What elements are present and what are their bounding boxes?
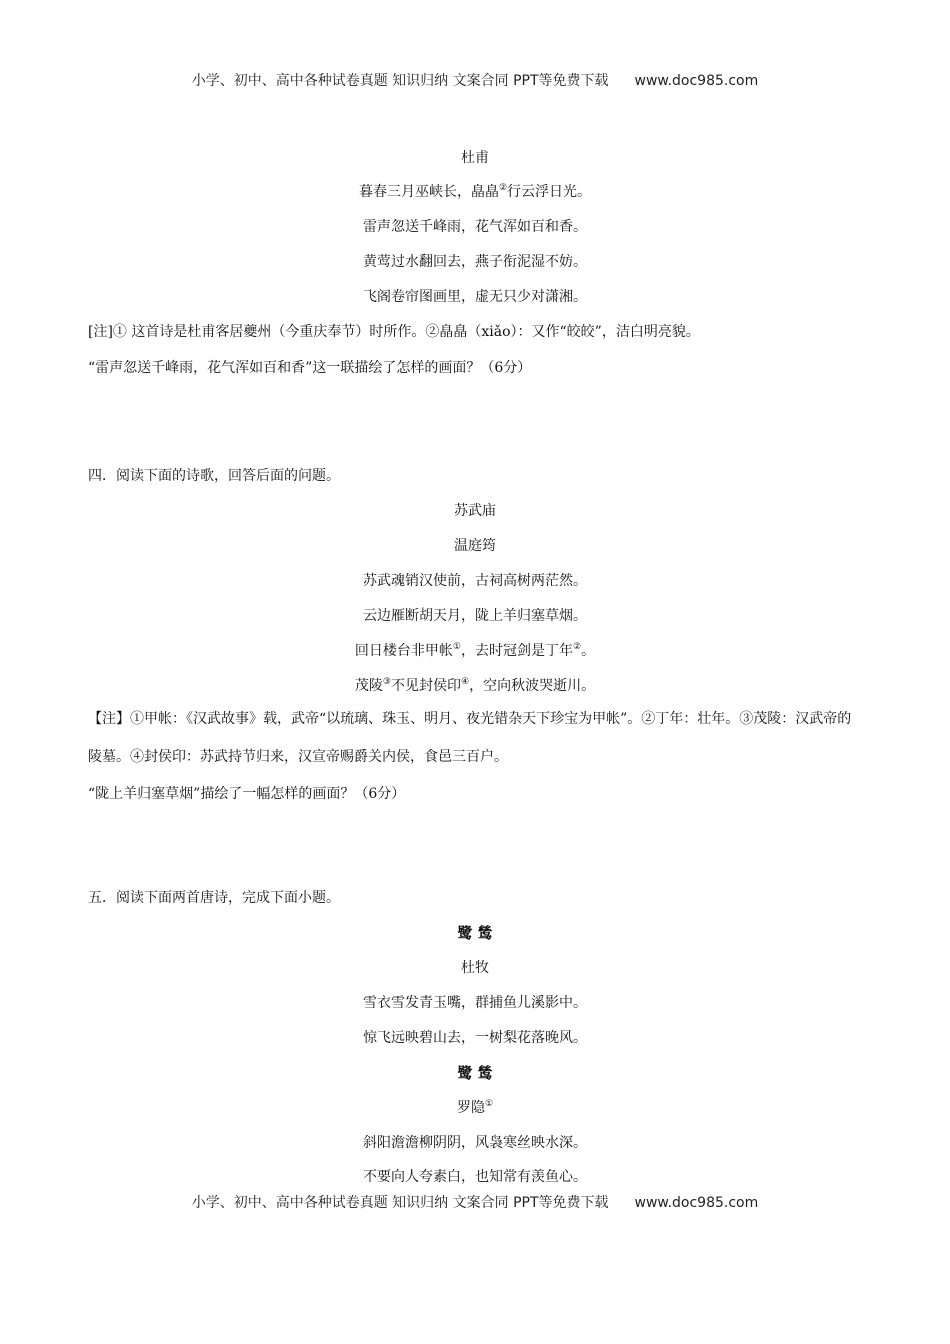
q3-line-2: 雷声忽送千峰雨，花气浑如百和香。 — [363, 219, 587, 235]
header-url[interactable]: www.doc985.com — [634, 73, 759, 89]
q5-poem1-line-2: 惊飞远映碧山去，一树梨花落晚风。 — [363, 1030, 587, 1046]
q3-line-3: 黄莺过水翻回去，燕子衔泥湿不妨。 — [363, 254, 587, 270]
q3-author: 杜甫 — [461, 150, 489, 166]
footer-url[interactable]: www.doc985.com — [634, 1195, 759, 1211]
note-mark: ② — [498, 183, 508, 193]
q4-note: 【注】①甲帐：《汉武故事》载，武帝“以琉璃、珠玉、明月、夜光错杂天下珍宝为甲帐”。②丁年：壮年。③茂陵：汉武帝的陵墓。④封侯印：苏武持节归来，汉宣帝赐爵关内侯，食邑三百户。 — [88, 711, 852, 765]
q3-line-1: 暮春三月巫峡长，皛皛②行云浮日光。 — [358, 183, 592, 200]
q5-author-2: 罗隐① — [456, 1099, 494, 1116]
q4-line-2: 云边雁断胡天月，陇上羊归塞草烟。 — [363, 608, 587, 624]
note-mark: ② — [573, 642, 582, 652]
footer-text: 小学、初中、高中各种试卷真题 知识归纳 文案合同 PPT等免费下载 — [191, 1195, 609, 1211]
note-mark: ① — [484, 1099, 494, 1109]
q4-line-4: 茂陵③不见封侯印④，空向秋波哭逝川。 — [354, 677, 596, 694]
q3-question: “雷声忽送千峰雨，花气浑如百和香”这一联描绘了怎样的画面？（6分） — [88, 360, 532, 376]
q5-heading: 五．阅读下面两首唐诗，完成下面小题。 — [88, 890, 340, 906]
q5-title-2: 鹭 鸶 — [457, 1064, 493, 1082]
q5-title-1: 鹭 鸶 — [457, 924, 493, 942]
q4-line-1: 苏武魂销汉使前，古祠高树两茫然。 — [363, 573, 587, 589]
page-header — [0, 70, 950, 90]
q3-note: [注]① 这首诗是杜甫客居夔州（今重庆奉节）时所作。②皛皛（xiǎo）：又作“皎皎”，洁白明亮貌。 — [88, 324, 700, 340]
q4-question: “陇上羊归塞草烟”描绘了一幅怎样的画面？（6分） — [88, 786, 406, 802]
q4-author: 温庭筠 — [454, 538, 496, 554]
note-mark: ① — [452, 642, 461, 652]
q4-title: 苏武庙 — [454, 503, 496, 519]
note-mark: ③ — [382, 677, 391, 687]
header-text: 小学、初中、高中各种试卷真题 知识归纳 文案合同 PPT等免费下载 — [191, 73, 609, 89]
q4-line-3: 回日楼台非甲帐①，去时冠剑是丁年②。 — [354, 642, 596, 659]
q5-poem1-line-1: 雪衣雪发青玉嘴，群捕鱼儿溪影中。 — [363, 995, 587, 1011]
q3-line-4: 飞阁卷帘图画里，虚无只少对潇湘。 — [363, 289, 587, 305]
q4-heading: 四．阅读下面的诗歌，回答后面的问题。 — [88, 468, 340, 484]
q5-poem2-line-1: 斜阳澹澹柳阴阴，风袅寒丝映水深。 — [363, 1135, 587, 1151]
note-mark: ④ — [461, 677, 470, 687]
page-footer — [0, 1192, 950, 1212]
q5-poem2-line-2: 不要向人夸素白，也知常有羡鱼心。 — [363, 1169, 587, 1185]
q5-author-1: 杜牧 — [461, 960, 489, 976]
